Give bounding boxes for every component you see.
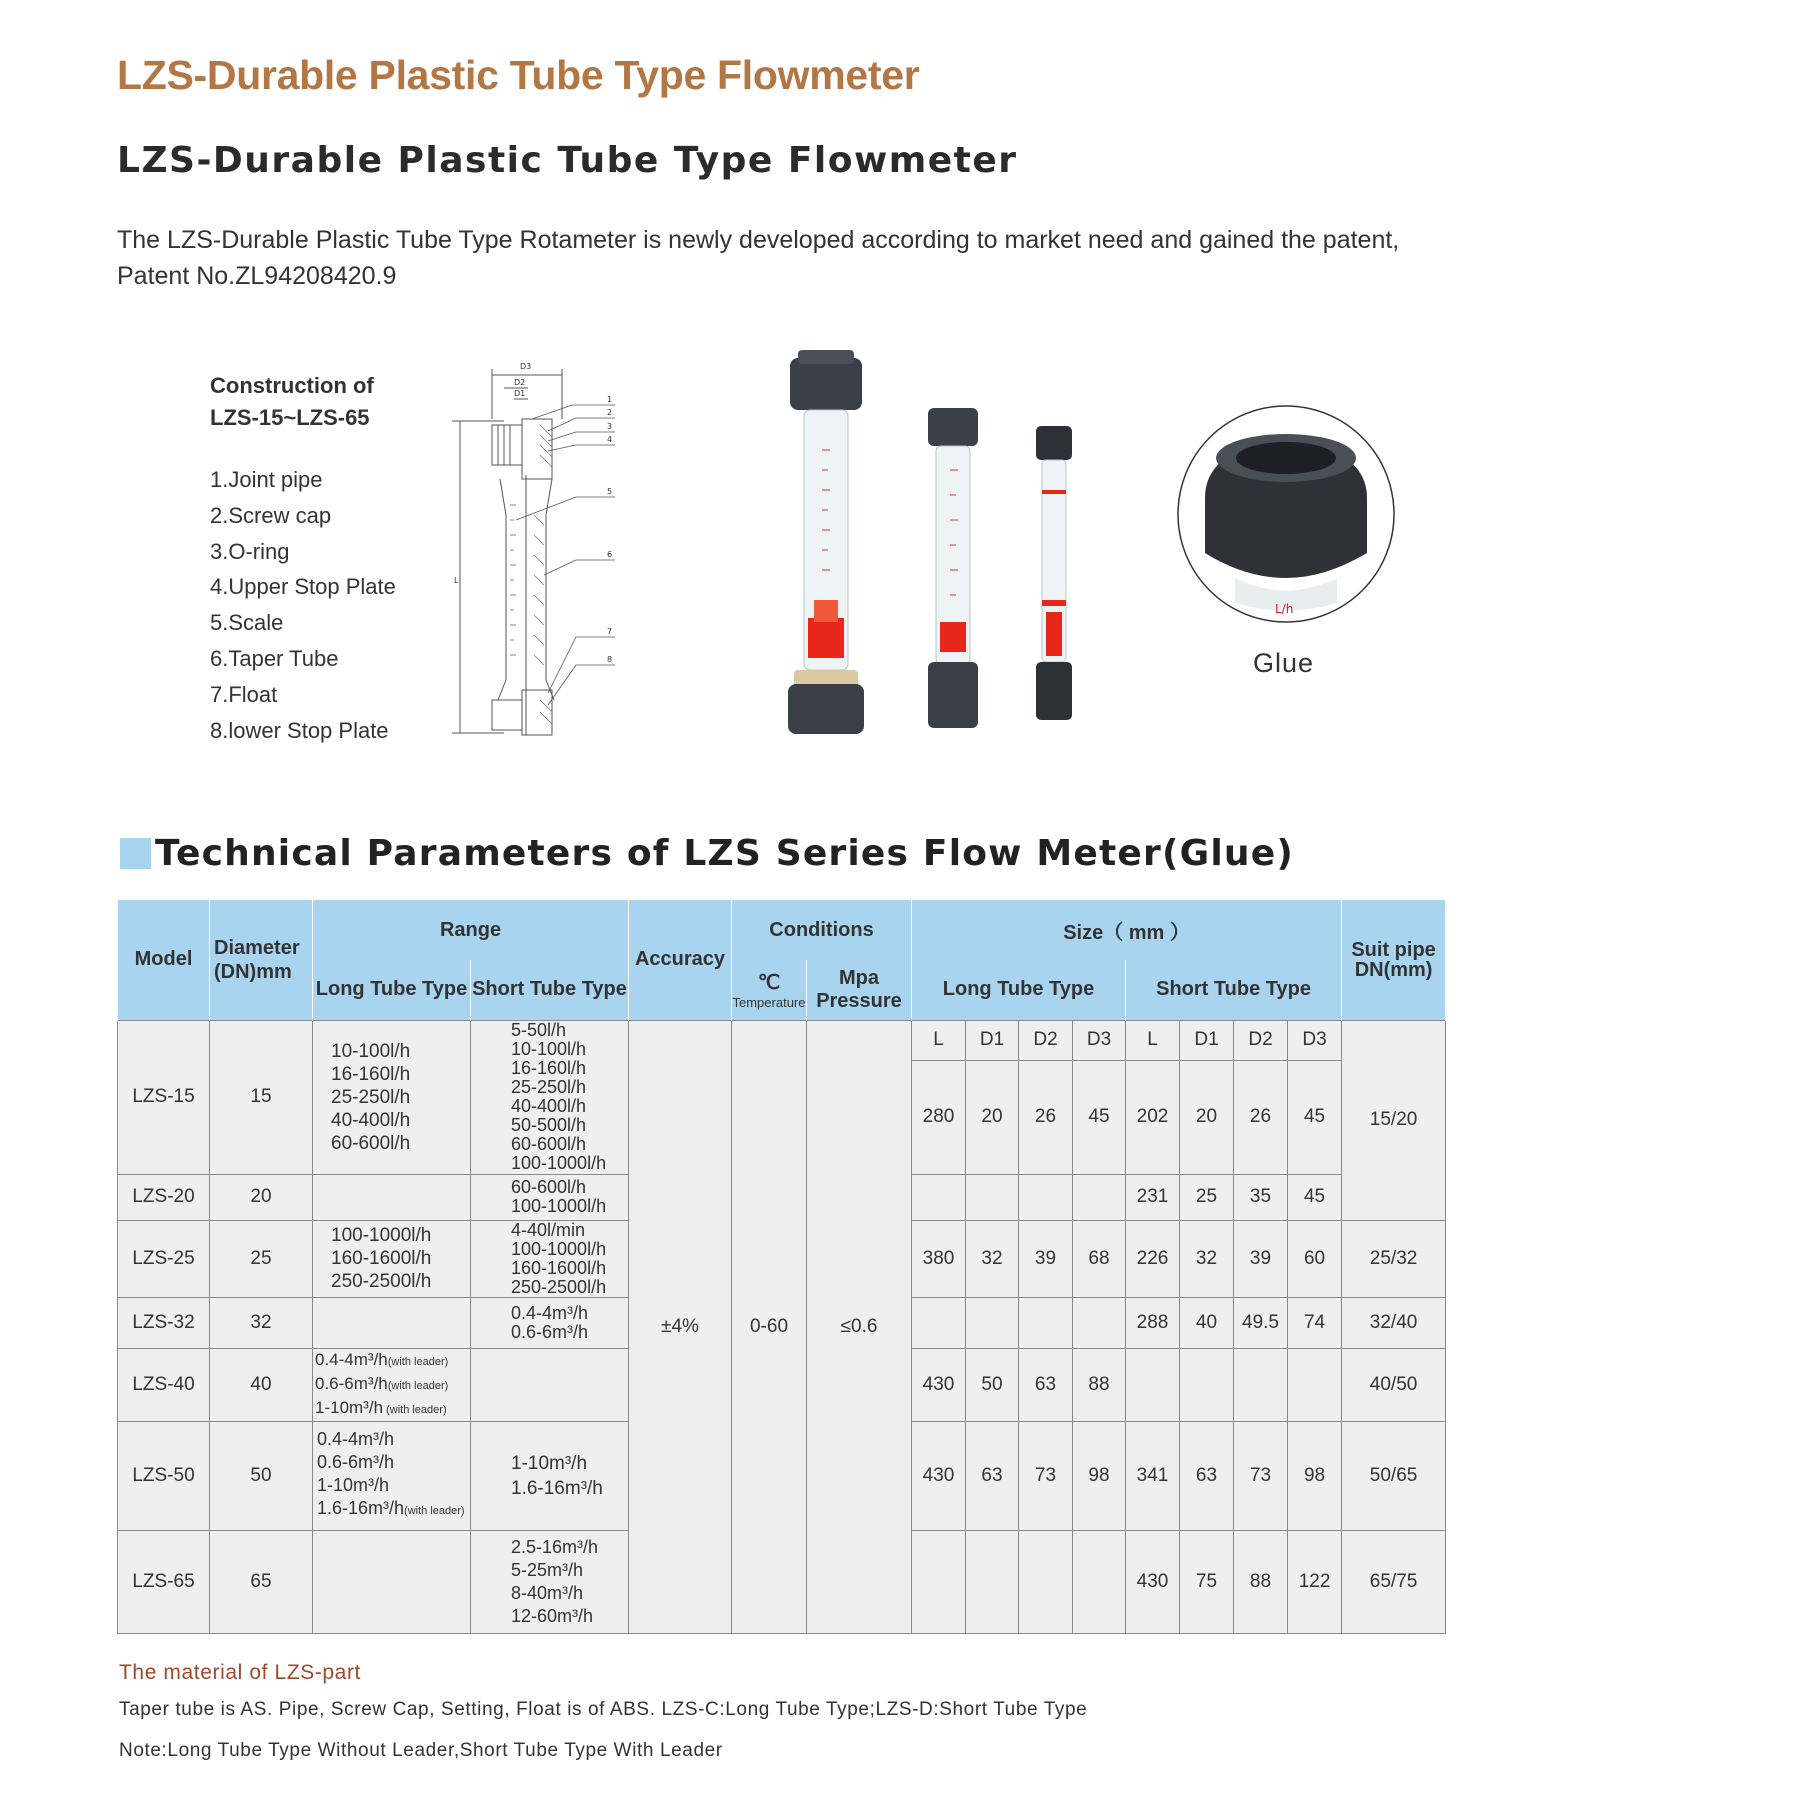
cell-range-long: [313, 1348, 471, 1421]
header-size: Size（ mm ）: [912, 900, 1342, 960]
cell-size: 380: [912, 1220, 966, 1297]
range-value: [317, 1474, 470, 1497]
cell-size: [1288, 1348, 1342, 1421]
range-value: 8-40m³/h: [511, 1582, 584, 1603]
cell-size: 20: [966, 1060, 1019, 1174]
range-value: 50-500l/h: [511, 1115, 587, 1135]
range-note: (with leader): [387, 1355, 449, 1368]
size-header-d3: D3: [1288, 1020, 1342, 1060]
cell-pressure: ≤0.6: [807, 1020, 912, 1633]
range-value: 40-400l/h: [511, 1096, 587, 1116]
range-value-text: 0.4-4m³/h: [315, 1349, 388, 1369]
part-item: 3.O-ring: [210, 538, 290, 564]
cell-model: LZS-50: [118, 1421, 210, 1530]
cell-dn: 65: [210, 1530, 313, 1633]
cell-size: 25: [1180, 1174, 1234, 1220]
cell-suit-pipe: 50/65: [1342, 1421, 1446, 1530]
size-header-d2: D2: [1234, 1020, 1288, 1060]
range-value: [315, 1373, 470, 1397]
callout-label: 3: [607, 422, 613, 431]
cell-range-long: [313, 1220, 471, 1297]
header-model: Model: [118, 900, 210, 1020]
cell-range-short: [471, 1421, 629, 1530]
header-suit-pipe: Suit pipe DN(mm): [1342, 900, 1446, 1020]
note-text: Note:Long Tube Type Without Leader,Short Tube Type With Leader: [119, 1740, 723, 1761]
cell-range-short: [471, 1174, 629, 1220]
cell-size: 32: [966, 1220, 1019, 1297]
pressure-label: Pressure: [816, 989, 902, 1012]
cell-size: [966, 1297, 1019, 1348]
glue-detail-image: [1175, 403, 1397, 625]
cell-size: 39: [1234, 1220, 1288, 1297]
cell-suit-pipe: 15/20: [1342, 1020, 1446, 1220]
callout-label: 1: [607, 395, 613, 404]
cell-dn: 32: [210, 1297, 313, 1348]
part-item: 8.lower Stop Plate: [210, 717, 389, 743]
header-accuracy: Accuracy: [629, 900, 732, 1020]
cell-range-short: [471, 1297, 629, 1348]
part-item: 1.Joint pipe: [210, 467, 323, 492]
cell-size: [912, 1297, 966, 1348]
part-item: 6.Taper Tube: [210, 645, 339, 671]
cell-size: 74: [1288, 1297, 1342, 1348]
range-value: [317, 1428, 470, 1451]
range-value: 25-250l/h: [511, 1077, 587, 1097]
range-value: 1.6-16m³/h: [511, 1477, 603, 1499]
range-value: 16-160l/h: [511, 1058, 587, 1078]
cell-suit-pipe: 32/40: [1342, 1297, 1446, 1348]
cell-size: [1180, 1348, 1234, 1421]
range-value: [315, 1397, 470, 1421]
range-value: 160-1600l/h: [511, 1257, 607, 1278]
range-value-text: 0.6-6m³/h: [317, 1452, 395, 1472]
range-value: 12-60m³/h: [511, 1605, 594, 1626]
callout-label: 5: [607, 487, 613, 496]
mpa-label: Mpa: [839, 966, 879, 989]
scale-unit-label: L/h: [1275, 602, 1294, 616]
range-value: 160-1600l/h: [331, 1248, 432, 1269]
range-value: 5-50l/h: [511, 1020, 567, 1040]
cell-size: 288: [1126, 1297, 1180, 1348]
part-item: 4.Upper Stop Plate: [210, 574, 396, 600]
cell-range-long: [313, 1020, 471, 1174]
cell-size: 45: [1073, 1060, 1126, 1174]
section-accent-square: [120, 838, 151, 869]
cell-dn: 20: [210, 1174, 313, 1220]
temperature-word: Temperature: [732, 994, 806, 1010]
dim-d2-label: D2: [514, 378, 526, 387]
range-value-text: 0.6-6m³/h: [315, 1373, 388, 1393]
flowmeter-small: [1036, 426, 1072, 720]
range-value: 60-600l/h: [511, 1177, 587, 1197]
cell-size: 231: [1126, 1174, 1180, 1220]
cell-suit-pipe: 65/75: [1342, 1530, 1446, 1633]
cell-range-short: [471, 1348, 629, 1421]
header-range: Range: [313, 900, 629, 960]
range-value: [317, 1451, 470, 1474]
range-value: 250-2500l/h: [511, 1276, 607, 1297]
spec-table: [117, 900, 1446, 1634]
flowmeter-large: [788, 350, 864, 734]
cell-suit-pipe: 25/32: [1342, 1220, 1446, 1297]
dim-d3-label: D3: [520, 362, 532, 371]
range-value: 100-1000l/h: [511, 1153, 607, 1173]
cell-size: 49.5: [1234, 1297, 1288, 1348]
construction-title-line2: LZS-15~LZS-65: [210, 405, 370, 430]
cell-size: [912, 1530, 966, 1633]
cell-size: 280: [912, 1060, 966, 1174]
cell-size: [1019, 1174, 1073, 1220]
cell-model: LZS-32: [118, 1297, 210, 1348]
cell-size: 60: [1288, 1220, 1342, 1297]
cell-size: 35: [1234, 1174, 1288, 1220]
range-value: 100-1000l/h: [511, 1196, 607, 1216]
size-header-d2: D2: [1019, 1020, 1073, 1060]
parts-list: [210, 462, 396, 748]
range-value: 1-10m³/h: [511, 1452, 588, 1474]
range-value-text: 1-10m³/h: [315, 1397, 384, 1417]
cell-size: 50: [966, 1348, 1019, 1421]
cell-dn: 50: [210, 1421, 313, 1530]
range-value: 5-25m³/h: [511, 1559, 584, 1580]
cell-range-long: [313, 1174, 471, 1220]
range-value-text: 0.4-4m³/h: [317, 1429, 395, 1449]
cell-model: LZS-15: [118, 1020, 210, 1174]
size-header-d1: D1: [966, 1020, 1019, 1060]
range-value: 60-600l/h: [511, 1134, 587, 1154]
range-value: 60-600l/h: [331, 1132, 411, 1154]
cell-size: 63: [1180, 1421, 1234, 1530]
cell-range-short: [471, 1020, 629, 1174]
range-value: 16-160l/h: [331, 1063, 411, 1085]
cell-size: 68: [1073, 1220, 1126, 1297]
cell-size: 341: [1126, 1421, 1180, 1530]
callout-label: 2: [607, 408, 613, 417]
cell-size: 39: [1019, 1220, 1073, 1297]
callout-label: 4: [607, 435, 613, 444]
flowmeter-photos: [780, 350, 1120, 750]
range-value: 250-2500l/h: [331, 1271, 432, 1292]
cell-size: 226: [1126, 1220, 1180, 1297]
size-header-l: L: [1126, 1020, 1180, 1060]
range-value: 2.5-16m³/h: [511, 1536, 599, 1557]
cell-size: [1073, 1174, 1126, 1220]
cell-suit-pipe: 40/50: [1342, 1348, 1446, 1421]
brand-title: LZS-Durable Plastic Tube Type Flowmeter: [117, 52, 920, 98]
cell-size: 98: [1288, 1421, 1342, 1530]
cell-model: LZS-40: [118, 1348, 210, 1421]
cell-size: 32: [1180, 1220, 1234, 1297]
header-range-long: Long Tube Type: [313, 960, 471, 1020]
range-value-text: 1.6-16m³/h: [317, 1498, 405, 1518]
cell-size: [1126, 1348, 1180, 1421]
size-header-d3: D3: [1073, 1020, 1126, 1060]
range-value: 40-400l/h: [331, 1109, 411, 1131]
cell-size: 88: [1234, 1530, 1288, 1633]
intro-paragraph: [117, 222, 1517, 294]
range-value: [315, 1349, 470, 1373]
size-header-l: L: [912, 1020, 966, 1060]
cell-size: [1019, 1297, 1073, 1348]
temperature-symbol: ℃: [757, 971, 781, 994]
cell-size: 63: [966, 1421, 1019, 1530]
range-value: 0.4-4m³/h: [511, 1302, 589, 1323]
cell-size: 430: [912, 1348, 966, 1421]
cell-size: [1073, 1297, 1126, 1348]
range-value: 100-1000l/h: [331, 1225, 432, 1246]
header-temperature: [732, 960, 807, 1020]
cell-range-short: [471, 1530, 629, 1633]
cell-model: LZS-20: [118, 1174, 210, 1220]
range-value: 0.6-6m³/h: [511, 1321, 589, 1342]
page-title: LZS-Durable Plastic Tube Type Flowmeter: [117, 140, 1018, 181]
header-diameter: Diameter (DN)mm: [210, 900, 313, 1020]
callout-label: 7: [607, 627, 613, 636]
size-header-d1: D1: [1180, 1020, 1234, 1060]
range-value: 4-40l/min: [511, 1219, 586, 1240]
cell-size: 26: [1234, 1060, 1288, 1174]
part-item: 7.Float: [210, 681, 278, 707]
callout-label: 8: [607, 655, 613, 664]
cell-size: 45: [1288, 1060, 1342, 1174]
callout-label: 6: [607, 550, 613, 559]
range-note: (with leader): [404, 1505, 465, 1517]
patent-text: Patent No.ZL94208420.9: [117, 262, 397, 290]
cell-size: 122: [1288, 1530, 1342, 1633]
cell-size: [1073, 1530, 1126, 1633]
part-item: 5.Scale: [210, 610, 284, 636]
cell-size: [1234, 1348, 1288, 1421]
construction-title: [210, 370, 374, 434]
dim-d1-label: D1: [514, 389, 526, 398]
material-title: The material of LZS-part: [119, 1661, 361, 1684]
material-text: Taper tube is AS. Pipe, Screw Cap, Setting, Float is of ABS. LZS-C:Long Tube Type;LZS-D:Short Tube Type: [119, 1699, 1088, 1720]
cell-dn: 15: [210, 1020, 313, 1174]
header-size-short: Short Tube Type: [1126, 960, 1342, 1020]
cell-size: 40: [1180, 1297, 1234, 1348]
range-value: 25-250l/h: [331, 1086, 411, 1108]
range-value: 10-100l/h: [511, 1039, 587, 1059]
cell-dn: 40: [210, 1348, 313, 1421]
cell-size: 430: [1126, 1530, 1180, 1633]
cell-size: 20: [1180, 1060, 1234, 1174]
construction-drawing: [440, 355, 630, 750]
cell-size: [912, 1174, 966, 1220]
cell-size: 45: [1288, 1174, 1342, 1220]
header-range-short: Short Tube Type: [471, 960, 629, 1020]
range-value-text: 1-10m³/h: [317, 1475, 390, 1495]
header-size-long: Long Tube Type: [912, 960, 1126, 1020]
cell-model: LZS-25: [118, 1220, 210, 1297]
cell-size: 202: [1126, 1060, 1180, 1174]
cell-dn: 25: [210, 1220, 313, 1297]
range-note: (with leader): [383, 1403, 447, 1416]
cell-range-short: [471, 1220, 629, 1297]
cell-size: 88: [1073, 1348, 1126, 1421]
cell-model: LZS-65: [118, 1530, 210, 1633]
cell-size: 63: [1019, 1348, 1073, 1421]
header-pressure: [807, 960, 912, 1020]
cell-size: [966, 1174, 1019, 1220]
dim-l-label: L: [454, 576, 459, 585]
cell-range-long: [313, 1297, 471, 1348]
cell-size: 26: [1019, 1060, 1073, 1174]
construction-title-line1: Construction of: [210, 373, 374, 398]
header-conditions: Conditions: [732, 900, 912, 960]
section-title: [120, 833, 1294, 874]
cell-accuracy: ±4%: [629, 1020, 732, 1633]
cell-size: 98: [1073, 1421, 1126, 1530]
flowmeter-medium: [928, 408, 978, 728]
cell-temperature: 0-60: [732, 1020, 807, 1633]
range-value: 100-1000l/h: [511, 1238, 607, 1259]
cell-size: 73: [1234, 1421, 1288, 1530]
cell-size: 430: [912, 1421, 966, 1530]
cell-size: 75: [1180, 1530, 1234, 1633]
cell-size: [1019, 1530, 1073, 1633]
range-note: (with leader): [387, 1379, 449, 1392]
cell-range-long: [313, 1421, 471, 1530]
range-value: [317, 1497, 470, 1523]
cell-size: [966, 1530, 1019, 1633]
glue-label: Glue: [1253, 648, 1315, 678]
cell-size: 73: [1019, 1421, 1073, 1530]
intro-text: The LZS-Durable Plastic Tube Type Rotameter is newly developed according to market need and gained the patent,: [117, 226, 1400, 254]
section-title-text: Technical Parameters of LZS Series Flow Meter(Glue): [155, 833, 1295, 874]
range-value: 10-100l/h: [331, 1040, 411, 1062]
cell-range-long: [313, 1530, 471, 1633]
part-item: 2.Screw cap: [210, 502, 332, 528]
